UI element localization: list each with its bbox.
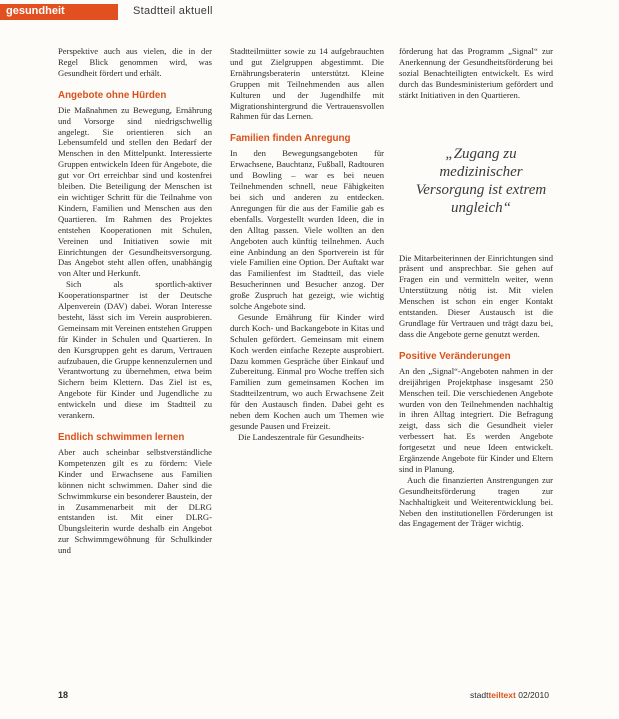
section-tab <box>0 4 118 20</box>
subheading: Endlich schwimmen lernen <box>58 432 185 443</box>
page-header <box>0 0 619 26</box>
paragraph: Auch die finanzierten Anstrengungen zur Gesundheitsförderung tragen zur Nachhaltigkeit und Weiterentwicklung bei. Neben den institutionellen Förderungen ist das Engagement der Träger wichtig. <box>399 474 553 529</box>
column-3 <box>399 46 553 529</box>
paragraph: Die Landeszentrale für Gesundheits- <box>238 431 365 442</box>
paragraph: Sich als sportlich-aktiver Kooperationspartner ist der Deutsche Alpenverein (DAV) dabei. Woran Interesse besteht, lässt sich im Verein ausprobieren. Gemeinsam mit Vereinen entstehen Gruppen für Kinder in Schulen und Quartieren. In den Kursgruppen geht es darum, Vertrauen aufzubauen, die Gruppe kennenzulernen und Verantwortung zu übernehmen, etwa beim Sichern beim Klettern. Das Ziel ist es, Angebote für Kinder und Jugendliche zu entwickeln und diese im Stadtteil zu verankern. <box>58 279 213 421</box>
section-title: Stadtteil aktuell <box>133 5 213 17</box>
paragraph: Stadtteilmütter sowie zu 14 aufgebrauchten und gut Zielgruppen abgestimmt. Die Ernährungsberaterin unterstützt. Kleine Gruppen mit Teilnehmenden aus allen Kulturen und der Jugendhilfe mit Migrationshintergrund die Vertrauensvollen Rahmen für das Lernen. <box>230 46 384 122</box>
paragraph: Die Mitarbeiterinnen der Einrichtungen sind präsent und ansprechbar. Sie gehen auf Fragen ein und vermitteln weiter, wenn Unterstützung nötig ist. Mit vielen Menschen ist schon ein enger Kontakt entstanden. Dieser Austausch ist die Grundlage für Vertrauen und trägt dazu bei, dass die Angebote gerne genutzt werden. <box>399 252 553 339</box>
paragraph: Die Maßnahmen zu Bewegung, Ernährung und Vorsorge sind niedrigschwellig angelegt. Sie orientieren sich an Lebensumfeld und stellen den Bedarf der Menschen in den Mittelpunkt. Interessierte Gruppen entwickeln Ideen für Angebote, die gut vor Ort erreichbar sind und kostenfrei bleiben. Die Beteiligung der Menschen ist ein wichtiger Schritt für die Teilnahme von Kindern, Familien und Menschen aus den Quartieren. Im Rahmen des Projektes entstehen Kooperationen mit Schulen, Vereinen und Initiativen sowie mit Einrichtungen der Gesundheitsversorgung. Das Angebot steht allen offen, unabhängig von Alter und Herkunft. <box>58 104 212 279</box>
subheading: Familien finden Anregung <box>230 133 351 145</box>
magazine-title: teiltext <box>488 690 516 700</box>
paragraph: In den Bewegungsangeboten für Erwachsene, Bauchtanz, Fußball, Radtouren und Bowling – war es bei neuen Teilnehmenden schnell, neue Fähigkeiten bei sich und anderen zu entdecken. Anregungen für die aus der Familie gab es ebenfalls. Vorgestellt wurden Ideen, die in den Alltag passen. Viele wollten an den Angeboten auch künftig teilnehmen. Auch eine Anbindung an den Sportverein ist für viele Familien eine Option. Der Auftakt war das Familienfest im Stadtteil, das viele Besucherinnen und Besucher anzog. Der große Zuspruch hat gezeigt, wie wichtig solche Angebote sind. <box>230 148 384 312</box>
page-number: 18 <box>58 690 69 700</box>
paragraph: Perspektive auch aus vielen, die in der Regel Blick genommen wird, was Gesundheit fördert und erhält. <box>58 46 212 78</box>
paragraph: Gesunde Ernährung für Kinder wird durch Koch- und Backangebote in Kitas und Schulen gefördert. Gemeinsam mit einem Koch werden einfache Rezepte ausprobiert. Dazu kommen Gespräche über Einkauf und Zubereitung. Einmal pro Woche treffen sich Familien zum gemeinsamen Kochen im Stadtteilzentrum, wo auch Erwachsene Zeit für den Austausch finden. Dabei geht es neben dem Kochen auch um Themen wie gesunde Pausen und Freizeit. <box>230 311 384 431</box>
column-2 <box>230 46 384 443</box>
subheading: Angebote ohne Hürden <box>58 89 167 101</box>
magazine-name <box>470 690 549 700</box>
subheading: Positive Veränderungen <box>399 350 511 362</box>
paragraph: förderung hat das Programm „Signal“ zur Anerkennung der Gesundheitsförderung bei sozial Benachteiligten entwickelt. Es wird durch das Bundesministerium gefördert und stärkt Initiativen in den Quartieren. <box>399 46 553 100</box>
magazine-prefix: stadt <box>470 690 489 700</box>
section-tab-label: gesundheit <box>6 5 65 17</box>
page-footer <box>0 690 619 710</box>
paragraph: Aber auch scheinbar selbstverständliche Kompetenzen gilt es zu fördern: Viele Kinder und Erwachsene aus Familien können nicht schwimmen. Daher sind die Schwimmkurse ein besonderer Baustein, der in Zusammenarbeit mit der DLRG entstanden ist. Mit einer DLRG-Übungsleiterin wurde deshalb ein Angebot zur Schwimmgewöhnung für Schulkinder und <box>58 447 212 556</box>
pull-quote: „Zugang zu medizinischer Versorgung ist extrem ungleich“ <box>415 145 547 216</box>
column-1 <box>58 46 212 556</box>
issue-number: 02/2010 <box>518 690 549 700</box>
paragraph: An den „Signal“-Angeboten nahmen in der dreijährigen Projektphase insgesamt 250 Menschen teil. Die verschiedenen Angebote wurden von den Teilnehmenden nachhaltig in ihren Alltag integriert. Die Befragung zeigt, dass sich die Gesundheit vieler verbessert hat. Es werden Angebote fortgesetzt und neue Ideen entwickelt. Ergänzende Angebote für Kinder und Eltern sind in Planung. <box>399 365 553 474</box>
